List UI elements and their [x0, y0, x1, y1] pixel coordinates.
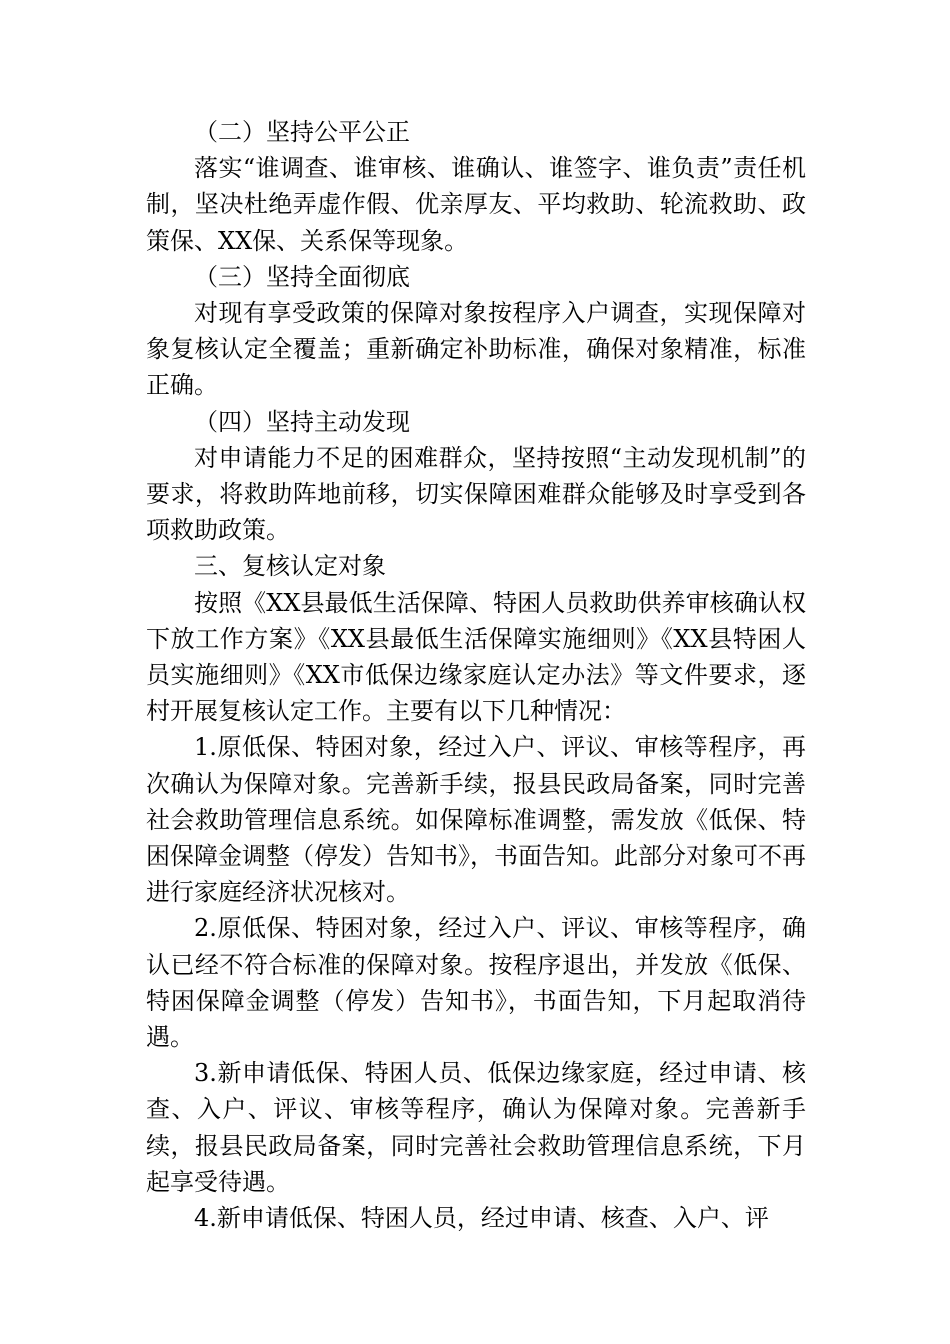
body-paragraph-proactive: 对申请能力不足的困难群众，坚持按照“主动发现机制”的要求，将救助阵地前移，切实保障困难群众能够及时享受到各项救助政策。 — [146, 443, 806, 545]
body-paragraph-fairness: 落实“谁调查、谁审核、谁确认、谁签字、谁负责”责任机制，坚决杜绝弄虚作假、优亲厚友、平均救助、轮流救助、政策保、XX保、关系保等现象。 — [146, 154, 806, 255]
list-item-3: 3.新申请低保、特困人员、低保边缘家庭，经过申请、核查、入户、评议、审核等程序，确认为保障对象。完善新手续，报县民政局备案，同时完善社会救助管理信息系统，下月起享受待遇。 — [146, 1059, 806, 1196]
section-heading-4: （四）坚持主动发现 — [194, 407, 410, 436]
section-heading-3: （三）坚持全面彻底 — [194, 262, 410, 291]
body-paragraph-review-basis: 按照《XX县最低生活保障、特困人员救助供养审核确认权下放工作方案》《XX县最低生活保障实施细则》《XX县特困人员实施细则》《XX市低保边缘家庭认定办法》等文件要求，逐村开展复核认定工作。主要有以下几种情况： — [146, 588, 806, 726]
list-item-1: 1.原低保、特困对象，经过入户、评议、审核等程序，再次确认为保障对象。完善新手续，报县民政局备案，同时完善社会救助管理信息系统。如保障标准调整，需发放《低保、特困保障金调整（停发）告知书》，书面告知。此部分对象可不再进行家庭经济状况核对。 — [146, 733, 806, 907]
section-heading-2: （二）坚持公平公正 — [194, 118, 410, 146]
document-page — [146, 114, 806, 1236]
chapter-heading-3: 三、复核认定对象 — [194, 552, 386, 581]
list-item-2: 2.原低保、特困对象，经过入户、评议、审核等程序，确认已经不符合标准的保障对象。按程序退出，并发放《低保、特困保障金调整（停发）告知书》，书面告知，下月起取消待遇。 — [146, 914, 806, 1052]
body-paragraph-thorough: 对现有享受政策的保障对象按程序入户调查，实现保障对象复核认定全覆盖；重新确定补助标准，确保对象精准，标准正确。 — [146, 299, 806, 400]
list-item-4: 4.新申请低保、特困人员，经过申请、核查、入户、评 — [194, 1204, 769, 1233]
